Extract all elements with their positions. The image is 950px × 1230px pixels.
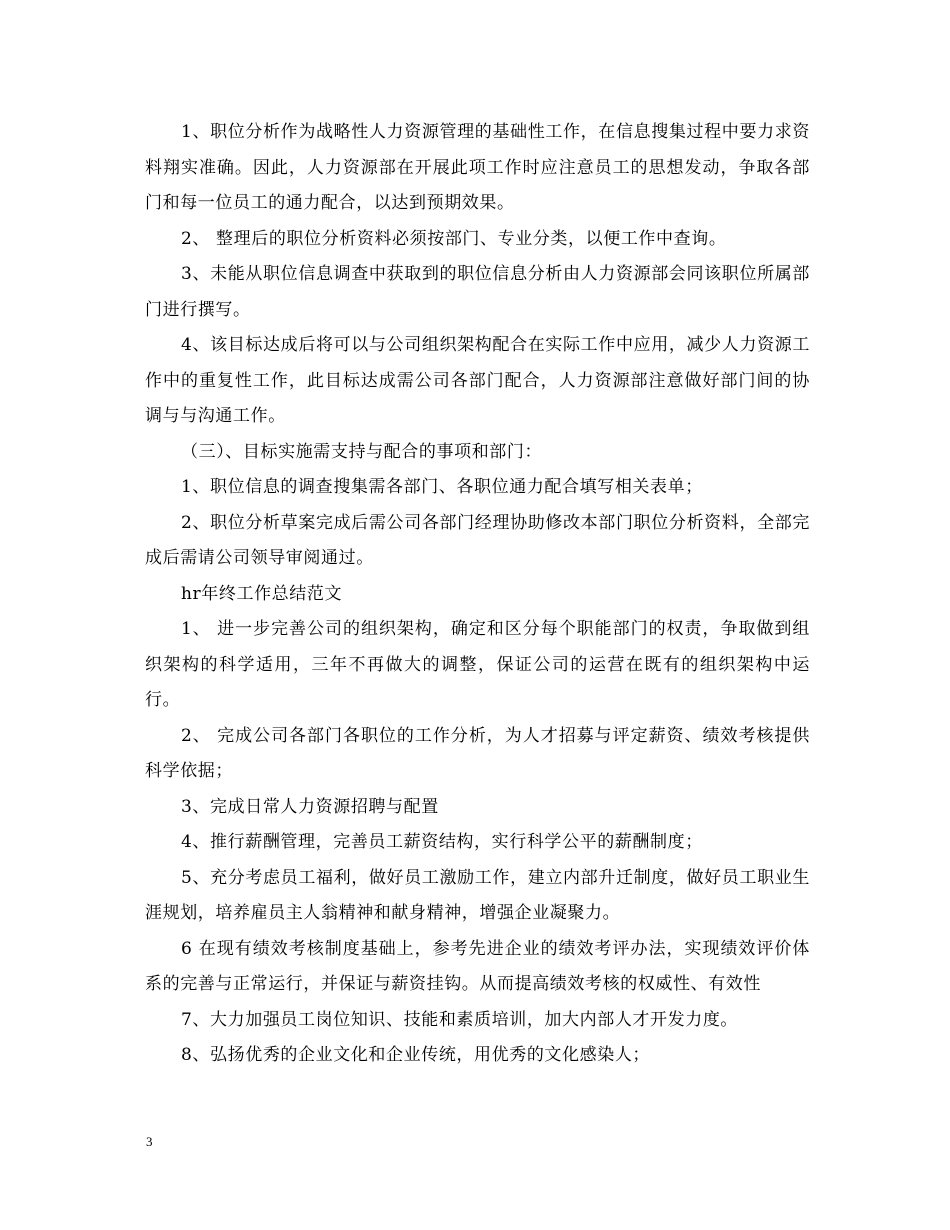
paragraph: 8、弘扬优秀的企业文化和企业传统，用优秀的文化感染人； [181,1045,651,1065]
paragraph: 1、职位分析作为战略性人力资源管理的基础性工作，在信息搜集过程中要力求资料翔实准确。因此，人力资源部在开展此项工作时应注意员工的思想发动，争取各部门和每一位员工的通力配合，以达到预期效果。 [145,122,810,213]
document-body [145,115,810,1074]
paragraph: 4、该目标达成后将可以与公司组织架构配合在实际工作中应用，减少人力资源工作中的重复性工作，此目标达成需公司各部门配合，人力资源部注意做好部门间的协调与与沟通工作。 [145,335,810,426]
paragraph: 3、未能从职位信息调查中获取到的职位信息分析由人力资源部会同该职位所属部门进行撰写。 [145,264,810,320]
paragraph: 7、大力加强员工岗位知识、技能和素质培训，加大内部人才开发力度。 [181,1009,739,1030]
paragraph: 2、职位分析草案完成后需公司各部门经理协助修改本部门职位分析资料，全部完成后需请公司领导审阅通过。 [145,512,810,568]
paragraph: 2、 完成公司各部门各职位的工作分析，为人才招募与评定薪资、绩效考核提供科学依据； [145,725,810,781]
paragraph: 3、完成日常人力资源招聘与配置 [181,796,439,817]
section-heading: （三）、目标实施需支持与配合的事项和部门： [181,441,543,462]
paragraph: 6 在现有绩效考核制度基础上，参考先进企业的绩效考评办法，实现绩效评价体系的完善与正常运行，并保证与薪资挂钩。从而提高绩效考核的权威性、有效性 [145,938,810,994]
page-number: 3 [146,1134,153,1149]
paragraph: 1、 进一步完善公司的组织架构，确定和区分每个职能部门的权责，争取做到组织架构的科学适用，三年不再做大的调整，保证公司的运营在既有的组织架构中运行。 [145,619,810,710]
paragraph: 5、充分考虑员工福利，做好员工激励工作，建立内部升迁制度，做好员工职业生涯规划，培养雇员主人翁精神和献身精神，增强企业凝聚力。 [145,867,810,923]
paragraph: 4、推行薪酬管理，完善员工薪资结构，实行科学公平的薪酬制度； [181,832,703,852]
paragraph: 1、职位信息的调查搜集需各部门、各职位通力配合填写相关表单； [181,477,703,497]
paragraph: 2、 整理后的职位分析资料必须按部门、专业分类，以便工作中查询。 [181,228,727,249]
section-heading: hr年终工作总结范文 [181,583,343,604]
